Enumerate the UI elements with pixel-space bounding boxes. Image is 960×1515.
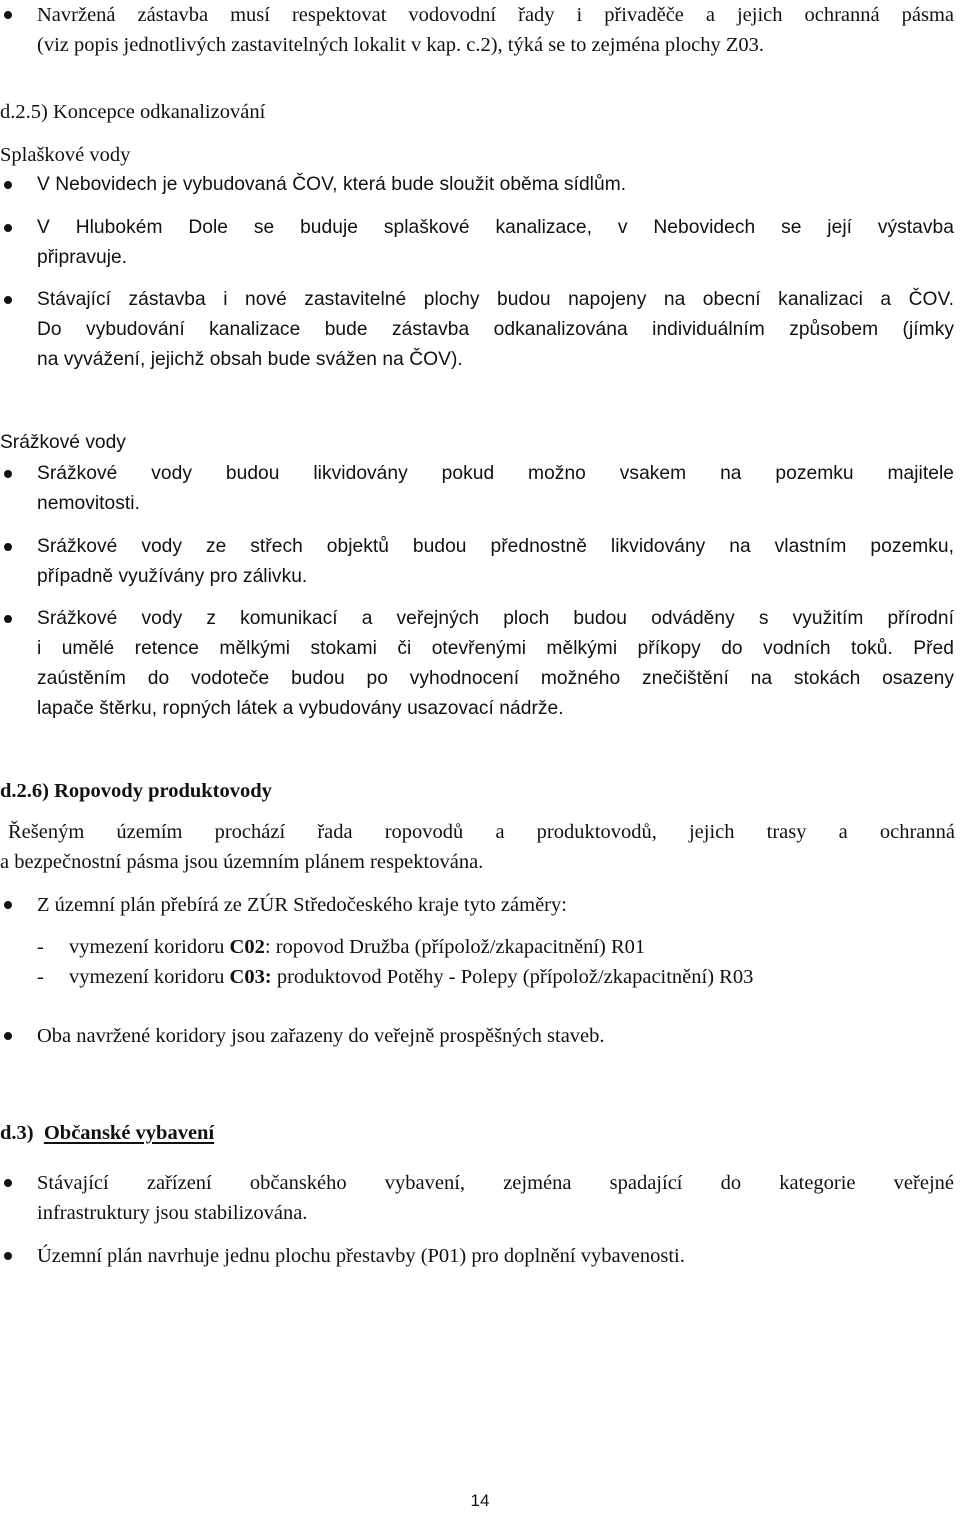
- pipelines-paragraph-line-2: a bezpečnostní pásma jsou územním plánem respektována.: [0, 851, 484, 873]
- dash-marker: -: [37, 966, 44, 988]
- civic-bullet-2-text: Územní plán navrhuje jednu plochu přestavby (P01) pro doplnění vybavenosti.: [37, 1245, 685, 1267]
- wastewater-bullet-2-line-2: připravuje.: [37, 247, 128, 268]
- pipelines-bullet-1: [0, 890, 960, 920]
- pipelines-paragraph-line-1: Řešeným územím prochází řada ropovodů a produktovodů, jejich trasy a ochranná: [8, 821, 955, 843]
- rainwater-bullet-3-line-3: zaústěním do vodoteče budou po vyhodnocení možného znečištění na stokách osazeny: [37, 668, 954, 689]
- civic-bullet-1-line-1: Stávající zařízení občanského vybavení, zejména spadající do kategorie veřejné: [37, 1172, 954, 1194]
- corridor-item-c03: [37, 962, 753, 992]
- bullet-icon: [4, 11, 12, 19]
- pipelines-paragraph: [0, 817, 960, 877]
- rainwater-bullet-2-line-2: případně využívány pro zálivku.: [37, 566, 308, 587]
- corridor-description: ropovod Družba (přípolož/zkapacitnění) R01: [270, 936, 646, 958]
- corridor-item-c02: [37, 932, 645, 962]
- wastewater-bullet-3-line-1: Stávající zástavba i nové zastavitelné plochy budou napojeny na obecní kanalizaci a ČOV.: [37, 289, 954, 310]
- page-number: 14: [470, 1491, 490, 1510]
- bullet-icon: [4, 1252, 12, 1260]
- section-heading-sewer: d.2.5) Koncepce odkanalizování: [0, 101, 266, 123]
- rainwater-bullet-2: [0, 532, 960, 592]
- section-number: d.3): [0, 1122, 34, 1144]
- intro-bullet-item: [0, 0, 960, 60]
- corridor-description: produktovod Potěhy - Polepy (přípolož/zkapacitnění) R03: [271, 966, 754, 988]
- wastewater-bullet-1: [0, 170, 960, 200]
- corridor-code: C03:: [229, 966, 272, 988]
- bullet-icon: [4, 224, 12, 232]
- corridor-prefix: vymezení koridoru: [69, 966, 230, 988]
- corridor-code: C02: [229, 936, 265, 958]
- wastewater-bullet-1-line-1: V Nebovidech je vybudovaná ČOV, která bude sloužit oběma sídlům.: [37, 174, 627, 195]
- rainwater-bullet-1: [0, 459, 960, 519]
- wastewater-bullet-3: [0, 285, 960, 375]
- corridor-prefix: vymezení koridoru: [69, 936, 230, 958]
- wastewater-bullet-3-line-3: na vyvážení, jejichž obsah bude svážen na ČOV).: [37, 349, 463, 370]
- section-heading-civic: [0, 1118, 960, 1148]
- rainwater-bullet-3: [0, 604, 960, 724]
- bullet-icon: [4, 543, 12, 551]
- wastewater-bullet-2: [0, 213, 960, 273]
- section-title: Občanské vybavení: [43, 1122, 215, 1144]
- subheading-wastewater: Splaškové vody: [0, 144, 131, 166]
- civic-bullet-1-line-2: infrastruktury jsou stabilizována.: [37, 1202, 308, 1224]
- pipelines-bullet-1-text: Z územní plán přebírá ze ZÚR Středočeského kraje tyto záměry:: [37, 894, 567, 916]
- rainwater-bullet-2-line-1: Srážkové vody ze střech objektů budou přednostně likvidovány na vlastním pozemku,: [37, 536, 954, 557]
- bullet-icon: [4, 296, 12, 304]
- civic-bullet-1: [0, 1168, 960, 1228]
- section-heading-pipelines: d.2.6) Ropovody produktovody: [0, 780, 272, 802]
- rainwater-bullet-3-line-1: Srážkové vody z komunikací a veřejných ploch budou odváděny s využitím přírodní: [37, 608, 954, 629]
- bullet-icon: [4, 1032, 12, 1040]
- corridor-colon: :: [264, 936, 271, 958]
- bullet-icon: [4, 470, 12, 478]
- dash-marker: -: [37, 936, 44, 958]
- wastewater-bullet-3-line-2: Do vybudování kanalizace bude zástavba odkanalizována individuálním způsobem (jímky: [37, 319, 954, 340]
- pipelines-bullet-2: [0, 1021, 960, 1051]
- civic-bullet-2: [0, 1241, 960, 1271]
- bullet-icon: [4, 181, 12, 189]
- wastewater-bullet-2-line-1: V Hlubokém Dole se buduje splaškové kanalizace, v Nebovidech se její výstavba: [37, 217, 954, 238]
- bullet-icon: [4, 1179, 12, 1187]
- bullet-icon: [4, 615, 12, 623]
- intro-line-2: (viz popis jednotlivých zastavitelných lokalit v kap. c.2), týká se to zejména plochy Z03.: [37, 34, 764, 56]
- bullet-icon: [4, 901, 12, 909]
- rainwater-bullet-3-line-2: i umělé retence mělkými stokami či otevřenými mělkými příkopy do vodních toků. Před: [37, 638, 954, 659]
- rainwater-bullet-3-line-4: lapače štěrku, ropných látek a vybudovány usazovací nádrže.: [37, 698, 564, 719]
- intro-line-1: Navržená zástavba musí respektovat vodovodní řady i přivaděče a jejich ochranná pásma: [37, 4, 954, 26]
- subheading-rainwater: Srážkové vody: [0, 432, 126, 453]
- rainwater-bullet-1-line-2: nemovitosti.: [37, 493, 140, 514]
- rainwater-bullet-1-line-1: Srážkové vody budou likvidovány pokud možno vsakem na pozemku majitele: [37, 463, 954, 484]
- pipelines-bullet-2-text: Oba navržené koridory jsou zařazeny do veřejně prospěšných staveb.: [37, 1025, 605, 1047]
